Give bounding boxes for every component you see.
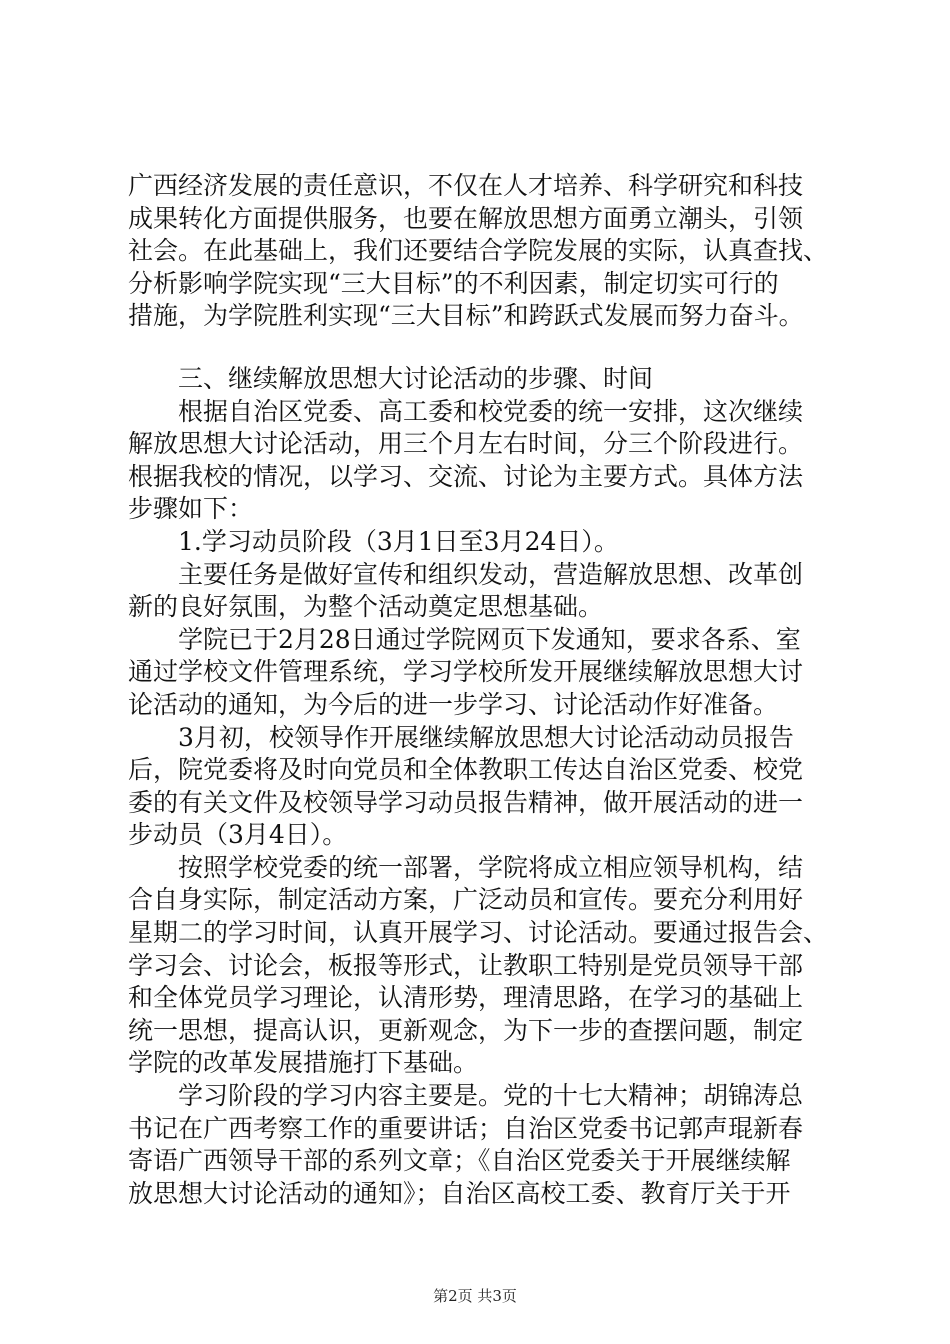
text-line: 分析影响学院实现“三大目标”的不利因素，制定切实可行的 xyxy=(128,268,779,298)
text-line: 后，院党委将及时向党员和全体教职工传达自治区党委、校党 xyxy=(128,755,804,785)
text-line: 通过学校文件管理系统，学习学校所发开展继续解放思想大讨 xyxy=(128,657,804,687)
text-line: 解放思想大讨论活动，用三个月左右时间，分三个阶段进行。 xyxy=(128,429,804,459)
text-line: 措施，为学院胜利实现“三大目标”和跨跃式发展而努力奋斗。 xyxy=(128,301,804,331)
subsection-heading: 1.学习动员阶段（3月1日至3月24日）。 xyxy=(128,526,619,556)
text-line: 委的有关文件及校领导学习动员报告精神，做开展活动的进一 xyxy=(128,787,804,817)
text-line: 和全体党员学习理论，认清形势，理清思路，在学习的基础上 xyxy=(128,983,804,1013)
text-line: 学院已于2月28日通过学院网页下发通知，要求各系、室 xyxy=(128,624,801,654)
paragraph-block-top xyxy=(128,170,840,333)
page-footer: 第2页 共3页 xyxy=(433,1287,517,1305)
text-line: 3月初，校领导作开展继续解放思想大讨论活动动员报告 xyxy=(128,722,794,752)
text-line: 根据自治区党委、高工委和校党委的统一安排，这次继续 xyxy=(128,396,804,426)
text-line: 广西经济发展的责任意识，不仅在人才培养、科学研究和科技 xyxy=(128,171,804,200)
text-line: 书记在广西考察工作的重要讲话；自治区党委书记郭声琨新春 xyxy=(128,1113,804,1143)
text-line: 放思想大讨论活动的通知》；自治区高校工委、教育厅关于开 xyxy=(128,1178,791,1208)
text-line: 学习会、讨论会，板报等形式，让教职工特别是党员领导干部 xyxy=(128,950,804,980)
paragraph-block-body xyxy=(128,363,840,1210)
text-line: 主要任务是做好宣传和组织发动，营造解放思想、改革创 xyxy=(128,559,804,589)
text-line: 社会。在此基础上，我们还要结合学院发展的实际，认真查找、 xyxy=(128,236,829,266)
text-line: 合自身实际，制定活动方案，广泛动员和宣传。要充分利用好 xyxy=(128,885,804,915)
text-line: 统一思想，提高认识，更新观念，为下一步的查摆问题，制定 xyxy=(128,1015,804,1045)
text-line: 按照学校党委的统一部署，学院将成立相应领导机构，结 xyxy=(128,852,804,882)
paragraph-gap xyxy=(128,333,840,363)
text-line: 学习阶段的学习内容主要是。党的十七大精神；胡锦涛总 xyxy=(128,1081,804,1111)
text-line: 学院的改革发展措施打下基础。 xyxy=(128,1048,479,1078)
text-line: 步动员（3月4日）。 xyxy=(128,820,348,850)
document-body xyxy=(128,170,840,1210)
text-line: 根据我校的情况，以学习、交流、讨论为主要方式。具体方法 xyxy=(128,461,804,491)
text-line: 论活动的通知，为今后的进一步学习、讨论活动作好准备。 xyxy=(128,689,779,719)
text-line: 星期二的学习时间，认真开展学习、讨论活动。要通过报告会、 xyxy=(128,918,829,948)
text-line: 步骤如下： xyxy=(128,494,254,524)
text-line: 寄语广西领导干部的系列文章；《自治区党委关于开展继续解 xyxy=(128,1146,791,1176)
text-line: 新的良好氛围，为整个活动奠定思想基础。 xyxy=(128,592,604,622)
section-heading: 三、继续解放思想大讨论活动的步骤、时间 xyxy=(128,363,654,393)
text-line: 成果转化方面提供服务，也要在解放思想方面勇立潮头，引领 xyxy=(128,203,804,233)
